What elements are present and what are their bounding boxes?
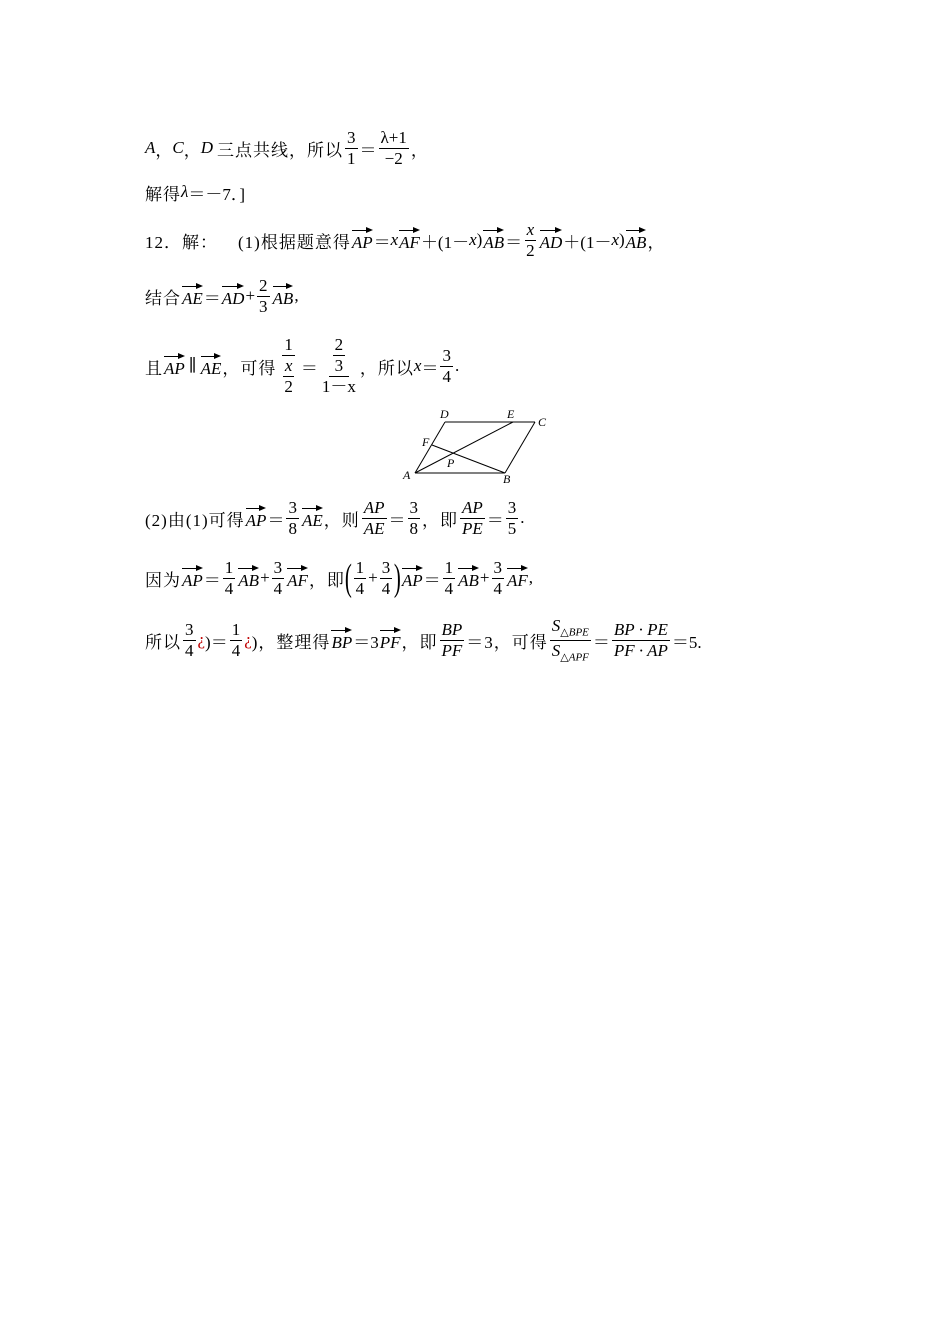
numerator: 3 bbox=[288, 497, 297, 517]
denominator: 4 bbox=[224, 578, 234, 598]
numerator: 2 bbox=[334, 335, 344, 355]
equals: ＝ bbox=[505, 232, 523, 252]
vector-ap: AP bbox=[182, 565, 203, 591]
var-x: x bbox=[469, 230, 477, 249]
denominator: 3 bbox=[334, 356, 344, 376]
text: ，即 bbox=[422, 510, 458, 530]
equals: ＝ bbox=[388, 510, 406, 530]
numerator: 1 bbox=[224, 557, 234, 577]
numerator: 1 bbox=[355, 557, 365, 577]
numerator: BP bbox=[441, 619, 463, 639]
text: (2)由(1)可得 bbox=[145, 510, 245, 530]
fraction bbox=[362, 499, 387, 538]
vector-ab: AB bbox=[238, 565, 259, 591]
numerator: 3 bbox=[185, 619, 194, 639]
fraction bbox=[286, 499, 299, 538]
vector-ab: AB bbox=[483, 227, 504, 253]
numerator: 3 bbox=[507, 497, 517, 517]
vector-ae: AE bbox=[182, 283, 203, 309]
label-c: C bbox=[538, 415, 547, 429]
garbled-glyph: ¿ bbox=[197, 630, 206, 649]
denominator: 8 bbox=[288, 518, 297, 538]
left-paren: ( bbox=[344, 557, 352, 599]
line-therefore bbox=[145, 612, 702, 668]
denominator: 4 bbox=[381, 578, 391, 598]
fraction bbox=[612, 621, 670, 660]
denominator: PF · AP bbox=[613, 640, 668, 660]
fraction bbox=[223, 559, 236, 598]
vector-af: AF bbox=[399, 227, 420, 253]
numerator: x bbox=[284, 356, 293, 376]
parallel-symbol: ∥ bbox=[188, 356, 197, 375]
fraction bbox=[282, 357, 295, 396]
denominator: 8 bbox=[409, 518, 418, 538]
line-combine bbox=[145, 268, 299, 324]
denominator: −2 bbox=[384, 148, 403, 168]
area-s: S bbox=[551, 640, 561, 660]
var-x: x bbox=[390, 230, 399, 249]
line-problem-12 bbox=[145, 212, 664, 268]
vector-pf: PF bbox=[380, 627, 401, 653]
fraction bbox=[354, 559, 367, 598]
text: ，即 bbox=[401, 632, 438, 652]
lambda: λ bbox=[181, 182, 189, 201]
label-e: E bbox=[507, 407, 515, 421]
vector-ae: AE bbox=[302, 505, 323, 531]
numerator: 3 bbox=[381, 557, 391, 577]
fraction bbox=[257, 277, 270, 316]
denominator: 4 bbox=[493, 578, 502, 598]
comma: ， bbox=[155, 140, 173, 160]
denominator: AE bbox=[363, 518, 385, 538]
fraction bbox=[380, 559, 393, 598]
period: . bbox=[454, 356, 460, 375]
plus: + bbox=[260, 568, 270, 587]
complex-fraction-lhs bbox=[278, 336, 299, 396]
vector-ab: AB bbox=[458, 565, 479, 591]
equals: ＝ bbox=[203, 570, 221, 590]
numerator bbox=[550, 617, 591, 641]
fraction bbox=[440, 621, 465, 660]
fraction bbox=[379, 129, 409, 168]
text: ＋(1－ bbox=[563, 232, 612, 252]
fraction bbox=[333, 336, 346, 375]
point-d: D bbox=[200, 138, 214, 157]
text: ＝－7．] bbox=[188, 184, 246, 204]
equals: ＝ bbox=[592, 632, 610, 652]
fraction bbox=[524, 221, 537, 260]
denominator: PE bbox=[462, 518, 483, 538]
vector-af: AF bbox=[507, 565, 528, 591]
label-p: P bbox=[447, 456, 455, 470]
numerator bbox=[329, 336, 350, 377]
label-d: D bbox=[440, 407, 449, 421]
numerator: AP bbox=[462, 497, 483, 517]
label-b: B bbox=[503, 472, 511, 486]
text: )＝ bbox=[205, 632, 228, 652]
denominator bbox=[550, 641, 591, 664]
denominator: 1 bbox=[347, 148, 356, 168]
subscript: △APF bbox=[560, 650, 589, 663]
denominator: 4 bbox=[185, 640, 194, 660]
denominator: 4 bbox=[355, 578, 365, 598]
fraction bbox=[492, 559, 505, 598]
comma: ， bbox=[410, 140, 428, 160]
vector-ap: AP bbox=[246, 505, 267, 531]
vector-af: AF bbox=[287, 565, 308, 591]
plus: + bbox=[479, 568, 490, 587]
numerator: λ+1 bbox=[380, 127, 407, 147]
fraction bbox=[460, 499, 485, 538]
denominator: 4 bbox=[444, 578, 454, 598]
var-x: x bbox=[413, 356, 422, 375]
point-c: C bbox=[172, 138, 184, 157]
plus: + bbox=[245, 286, 256, 305]
denominator bbox=[278, 356, 299, 396]
text: ＝3 bbox=[353, 632, 379, 652]
parallelogram-figure bbox=[395, 405, 560, 490]
complex-fraction-rhs bbox=[320, 336, 358, 396]
text: 且 bbox=[145, 358, 163, 378]
label-f: F bbox=[422, 435, 430, 449]
vector-ab: AB bbox=[273, 283, 294, 309]
fraction bbox=[506, 499, 519, 538]
text: ，则 bbox=[323, 510, 360, 530]
comma: , bbox=[528, 568, 534, 587]
fraction bbox=[230, 621, 243, 660]
fraction bbox=[440, 347, 453, 386]
fraction bbox=[345, 129, 358, 168]
numerator: 3 bbox=[347, 127, 356, 147]
text: ，可得 bbox=[222, 358, 277, 378]
numerator: 1 bbox=[231, 619, 241, 639]
numerator: x bbox=[526, 219, 535, 239]
vector-ap: AP bbox=[352, 227, 373, 253]
text: ) bbox=[619, 230, 625, 249]
fraction bbox=[408, 499, 421, 538]
vector-ap: AP bbox=[402, 565, 423, 591]
text: 解得 bbox=[145, 184, 181, 204]
edge-bc bbox=[505, 422, 535, 473]
area-ratio-fraction bbox=[550, 617, 591, 664]
var-x: x bbox=[611, 230, 619, 249]
vector-ad: AD bbox=[540, 227, 563, 253]
text: ，所以 bbox=[359, 358, 414, 378]
numerator: 1 bbox=[284, 335, 293, 355]
numerator: 1 bbox=[444, 557, 454, 577]
denominator: 4 bbox=[442, 366, 451, 386]
text: 三点共线，所以 bbox=[217, 140, 344, 160]
numerator: 2 bbox=[259, 275, 268, 295]
text: ) bbox=[476, 230, 483, 249]
text: ＝3，可得 bbox=[466, 632, 548, 652]
text: (1)根据题意得 bbox=[238, 232, 351, 252]
text: )，整理得 bbox=[251, 632, 331, 652]
numerator: 3 bbox=[409, 497, 418, 517]
text: ＋(1－ bbox=[420, 232, 470, 252]
label-a: A bbox=[403, 468, 411, 482]
garbled-glyph: ¿ bbox=[244, 630, 252, 649]
subscript: △BPE bbox=[560, 625, 589, 638]
equals: ＝ bbox=[421, 358, 439, 378]
denominator: 1－x bbox=[321, 376, 356, 396]
denominator: 4 bbox=[273, 578, 283, 598]
line-parallel bbox=[145, 332, 459, 400]
line-part-2 bbox=[145, 490, 525, 546]
fraction bbox=[443, 559, 456, 598]
denominator: 2 bbox=[284, 376, 293, 396]
vector-bp: BP bbox=[331, 627, 352, 653]
area-s: S bbox=[551, 615, 561, 635]
vector-ae: AE bbox=[201, 353, 222, 379]
equals: ＝ bbox=[359, 140, 377, 160]
equals: ＝ bbox=[486, 510, 504, 530]
comma: ， bbox=[647, 232, 665, 252]
comma: ， bbox=[183, 140, 201, 160]
right-paren: ) bbox=[394, 557, 401, 599]
equals: ＝ bbox=[203, 288, 221, 308]
equals: ＝ bbox=[267, 510, 285, 530]
equals: ＝ bbox=[373, 232, 391, 252]
equals: ＝ bbox=[300, 358, 318, 378]
text: 因为 bbox=[145, 570, 181, 590]
plus: + bbox=[368, 568, 378, 587]
text: ，即 bbox=[308, 570, 345, 590]
fraction bbox=[272, 559, 285, 598]
vector-ab: AB bbox=[626, 227, 647, 253]
denominator: 3 bbox=[259, 296, 268, 316]
fraction bbox=[183, 621, 196, 660]
denominator: 2 bbox=[526, 240, 535, 260]
point-a: A bbox=[145, 138, 156, 157]
line-because bbox=[145, 550, 533, 606]
comma: , bbox=[294, 286, 299, 305]
problem-label: 12．解： bbox=[145, 232, 218, 252]
denominator: PF bbox=[441, 640, 463, 660]
text: 所以 bbox=[145, 632, 181, 652]
text: 结合 bbox=[145, 288, 181, 308]
numerator: AP bbox=[363, 497, 385, 517]
text: ＝5. bbox=[671, 632, 702, 652]
equals: ＝ bbox=[423, 570, 441, 590]
numerator: 3 bbox=[493, 557, 502, 577]
period: . bbox=[520, 508, 525, 527]
vector-ap: AP bbox=[164, 353, 185, 379]
numerator: 3 bbox=[273, 557, 283, 577]
numerator: 3 bbox=[442, 345, 451, 365]
denominator: 4 bbox=[231, 640, 241, 660]
vector-ad: AD bbox=[222, 283, 245, 309]
numerator: BP · PE bbox=[613, 619, 668, 639]
denominator: 5 bbox=[507, 518, 517, 538]
